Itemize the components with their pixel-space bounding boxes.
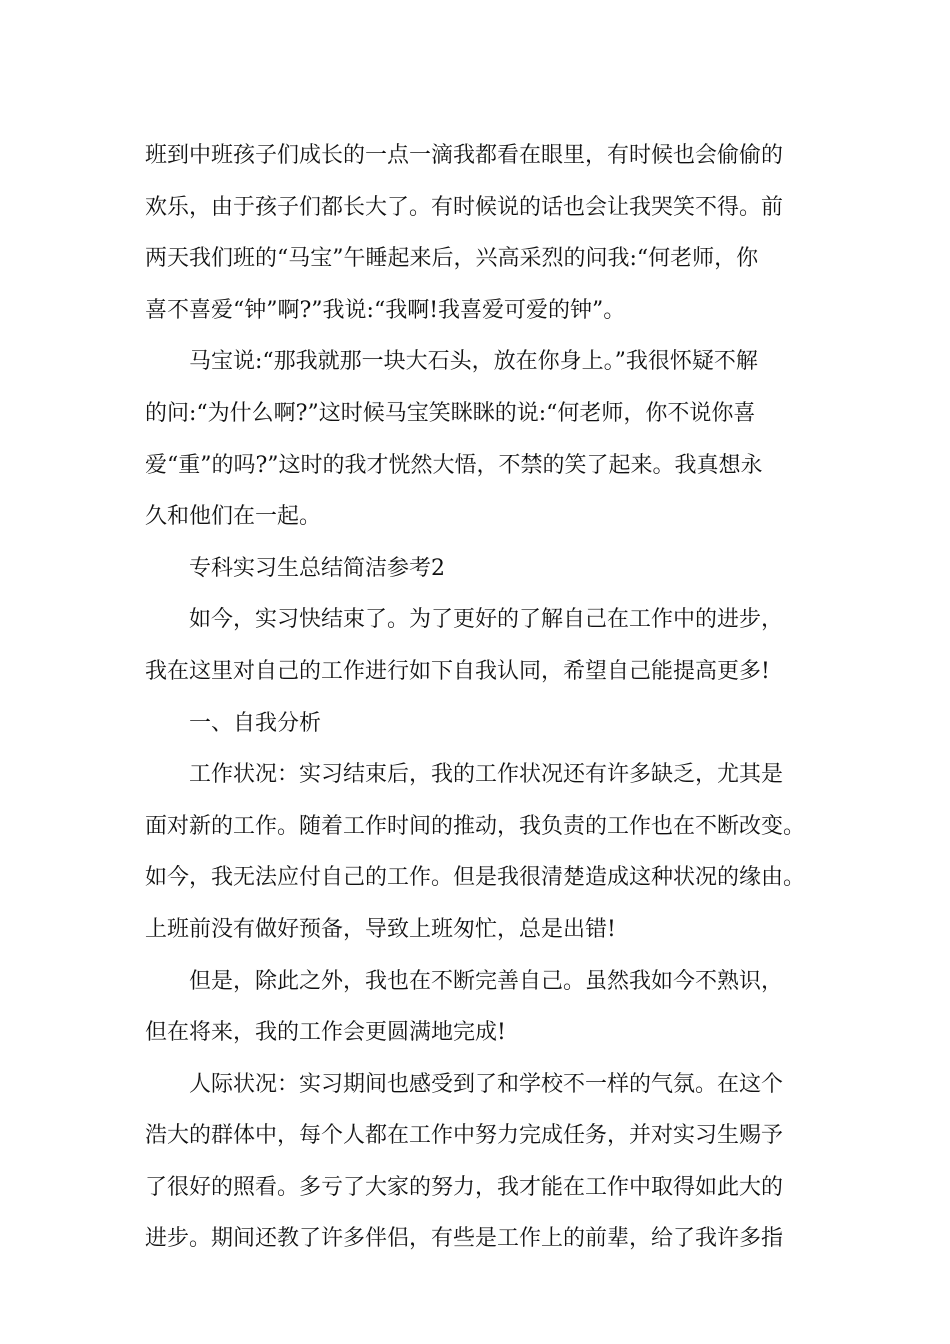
text-line: 浩大的群体中，每个人都在工作中努力完成任务，并对实习生赐予: [145, 1123, 784, 1149]
text-line: 两天我们班的“马宝”午睡起来后，兴高采烈的问我:“何老师，你: [145, 246, 759, 272]
text-line: 久和他们在一起。: [145, 504, 322, 530]
text-line: 马宝说:“那我就那一块大石头，放在你身上。”我很怀疑不解: [189, 349, 758, 375]
text-line: 一、自我分析: [189, 710, 322, 736]
text-line: 了很好的照看。多亏了大家的努力，我才能在工作中取得如此大的: [145, 1174, 784, 1200]
text-line: 如今，实习快结束了。为了更好的了解自己在工作中的进步，: [189, 607, 784, 633]
text-line: 进步。期间还教了许多伴侣，有些是工作上的前辈，给了我许多指: [145, 1226, 784, 1252]
text-line: 工作状况：实习结束后，我的工作状况还有许多缺乏，尤其是: [189, 762, 784, 788]
text-line: 面对新的工作。随着工作时间的推动，我负责的工作也在不断改变。: [145, 813, 806, 839]
document-body: [145, 130, 810, 1265]
text-line: 人际状况：实习期间也感受到了和学校不一样的气氛。在这个: [189, 1071, 784, 1097]
text-line: 但在将来，我的工作会更圆满地完成!: [145, 1020, 506, 1046]
text-line: 欢乐，由于孩子们都长大了。有时候说的话也会让我哭笑不得。前: [145, 194, 784, 220]
text-line: 班到中班孩子们成长的一点一滴我都看在眼里，有时候也会偷偷的: [145, 143, 784, 168]
text-line: 专科实习生总结简洁参考2: [189, 555, 445, 581]
text-line: 我在这里对自己的工作进行如下自我认同，希望自己能提高更多!: [145, 658, 770, 684]
text-line: 的问:“为什么啊?”这时候马宝笑眯眯的说:“何老师，你不说你喜: [145, 400, 756, 426]
text-line: 如今，我无法应付自己的工作。但是我很清楚造成这种状况的缘由。: [145, 865, 806, 891]
text-line: 爱“重”的吗?”这时的我才恍然大悟，不禁的笑了起来。我真想永: [145, 452, 763, 478]
text-line: 上班前没有做好预备，导致上班匆忙，总是出错!: [145, 916, 616, 942]
text-line: 喜不喜爱“钟”啊?”我说:“我啊!我喜爱可爱的钟”。: [145, 297, 626, 323]
text-line: 但是，除此之外，我也在不断完善自己。虽然我如今不熟识，: [189, 968, 784, 994]
